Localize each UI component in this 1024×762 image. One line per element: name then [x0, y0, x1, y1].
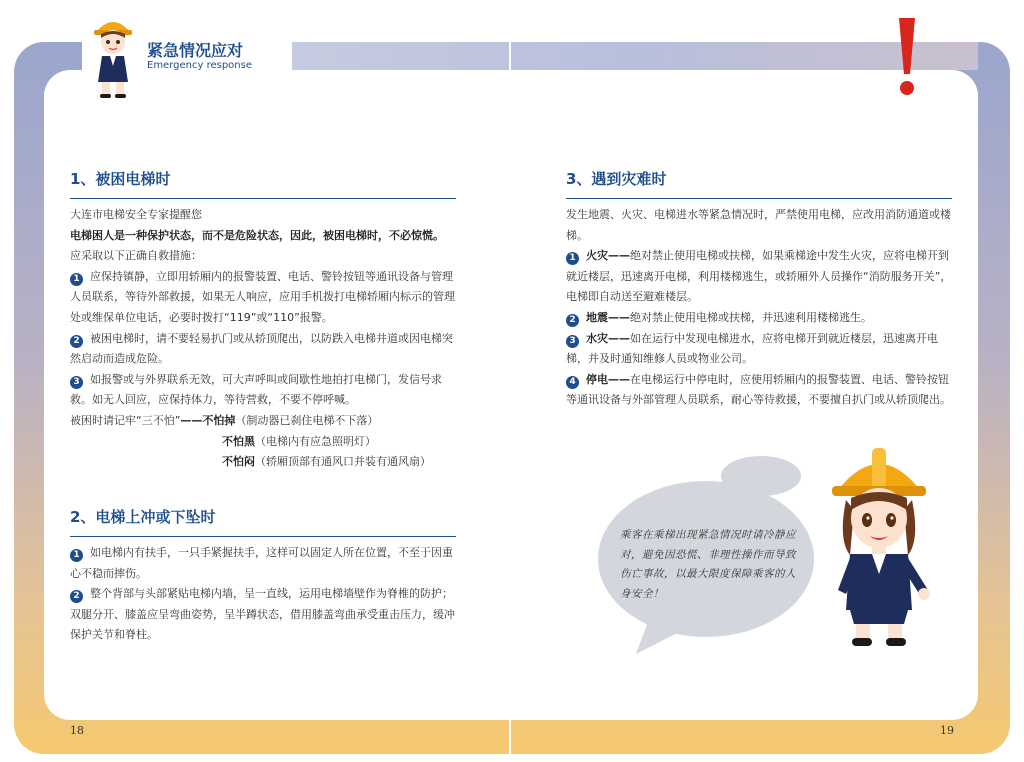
heading-rule — [70, 536, 456, 537]
list-item — [566, 246, 952, 308]
alert-exclamation-icon — [892, 16, 922, 98]
spine-divider-top — [509, 42, 511, 70]
header-title: 紧急情况应对 — [147, 41, 244, 60]
list-item-text: 如电梯内有扶手，一只手紧握扶手，这样可以固定人所在位置，不至于因重心不稳而摔伤。 — [70, 546, 453, 580]
number-badge: 2 — [70, 335, 83, 348]
bubble-text: 乘客在乘梯出现紧急情况时请冷静应对，避免因恐慌、非理性操作而导致伤亡事故，以最大限度保障乘客的人身安全！ — [620, 529, 796, 600]
number-badge: 1 — [70, 549, 83, 562]
intro-text: 大连市电梯安全专家提醒您 — [70, 208, 202, 221]
fear-keyword: 不怕黑 — [222, 434, 255, 448]
fear-note: （轿厢顶部有通风口并装有通风扇） — [255, 455, 431, 469]
list-item — [70, 543, 456, 584]
header-bar — [292, 42, 978, 70]
list-item — [566, 370, 952, 411]
section-surge-fall — [70, 506, 456, 646]
section-heading: 2、电梯上冲或下坠时 — [70, 508, 216, 526]
page-number-right: 19 — [940, 724, 954, 737]
bold-statement: 电梯困人是一种保护状态，而不是危险状态，因此，被困电梯时，不必惊慌。 — [70, 228, 444, 242]
section-disaster — [566, 168, 952, 411]
helmet-girl-large — [820, 440, 938, 650]
list-item — [566, 329, 952, 370]
list-item-text: 如在运行中发现电梯进水，应将电梯开到就近楼层，迅速离开电梯，并及时通知维修人员或物业公司。 — [566, 331, 938, 366]
disaster-keyword: 停电—— — [586, 372, 630, 386]
list-item-text: 被困电梯时，请不要轻易扒门或从轿顶爬出，以防跌入电梯井道或因电梯突然启动而造成危险。 — [70, 331, 453, 366]
list-item-text: 在电梯运行中停电时，应使用轿厢内的报警装置、电话、警铃按钮等通讯设备与外部管理人员联系，耐心等待救援，不要擅自扒门或从轿顶爬出。 — [566, 372, 951, 407]
number-badge: 3 — [566, 335, 579, 348]
lead-text: 应采取以下正确自救措施： — [70, 249, 202, 263]
list-item — [70, 267, 456, 329]
intro-text: 发生地震、火灾、电梯进水等紧急情况时，严禁使用电梯，应改用消防通道或楼梯。 — [566, 208, 951, 242]
heading-rule — [566, 198, 952, 199]
list-item-text: 绝对禁止使用电梯或扶梯，如果乘梯途中发生火灾，应将电梯开到就近楼层，迅速离开电梯，利用楼梯逃生，或轿厢外人员操作“消防服务开关”，电梯即自动送至避难楼层。 — [566, 249, 952, 304]
number-badge: 1 — [566, 252, 579, 265]
fear-line — [70, 452, 456, 473]
list-item-text: 应保持镇静，立即用轿厢内的报警装置、电话、警铃按钮等通讯设备与管理人员联系，等待外部救援，如果无人响应，应用手机拨打电梯轿厢内标示的管理处或维保单位电话，必要时拨打“119”或“110”报警。 — [70, 269, 455, 324]
heading-rule — [70, 198, 456, 199]
section-heading: 3、遇到灾难时 — [566, 170, 667, 188]
fear-line — [70, 432, 456, 453]
page-number-left: 18 — [70, 724, 84, 737]
list-item — [70, 329, 456, 370]
disaster-keyword: 地震—— — [586, 310, 630, 324]
three-fears-lead: 被困时请记牢“三不怕” — [70, 413, 181, 427]
disaster-keyword: 火灾—— — [586, 249, 630, 263]
number-badge: 2 — [70, 590, 83, 603]
section-trapped — [70, 168, 456, 473]
disaster-keyword: 水灾—— — [586, 331, 630, 345]
number-badge: 4 — [566, 376, 579, 389]
spine-divider-bottom — [509, 720, 511, 754]
list-item-text: 整个背部与头部紧贴电梯内墙，呈一直线，运用电梯墙壁作为脊椎的防护；双腿分开、膝盖应呈弯曲姿势，呈半蹲状态，借用膝盖弯曲承受重击压力，缓冲保护关节和脊柱。 — [70, 587, 455, 642]
list-item — [70, 584, 456, 646]
number-badge: 3 — [70, 376, 83, 389]
fear-note: （电梯内有应急照明灯） — [255, 434, 376, 448]
number-badge: 1 — [70, 273, 83, 286]
list-item — [566, 308, 952, 329]
number-badge: 2 — [566, 314, 579, 327]
helmet-girl-small — [88, 10, 138, 102]
list-item-text: 绝对禁止使用电梯或扶梯，并迅速利用楼梯逃生。 — [630, 310, 872, 324]
list-item-text: 如报警或与外界联系无效，可大声呼叫或间歇性地拍打电梯门，发信号求救。如无人回应，应保持体力，等待营救，不要不停呼喊。 — [70, 372, 442, 407]
fear-note: （制动器已刹住电梯不下落） — [235, 413, 379, 427]
header-subtitle: Emergency response — [147, 60, 252, 71]
fear-keyword: ——不怕掉 — [180, 413, 236, 427]
three-fears-line — [70, 411, 456, 432]
fear-keyword: 不怕闷 — [222, 455, 255, 469]
section-heading: 1、被困电梯时 — [70, 170, 171, 188]
list-item — [70, 370, 456, 411]
